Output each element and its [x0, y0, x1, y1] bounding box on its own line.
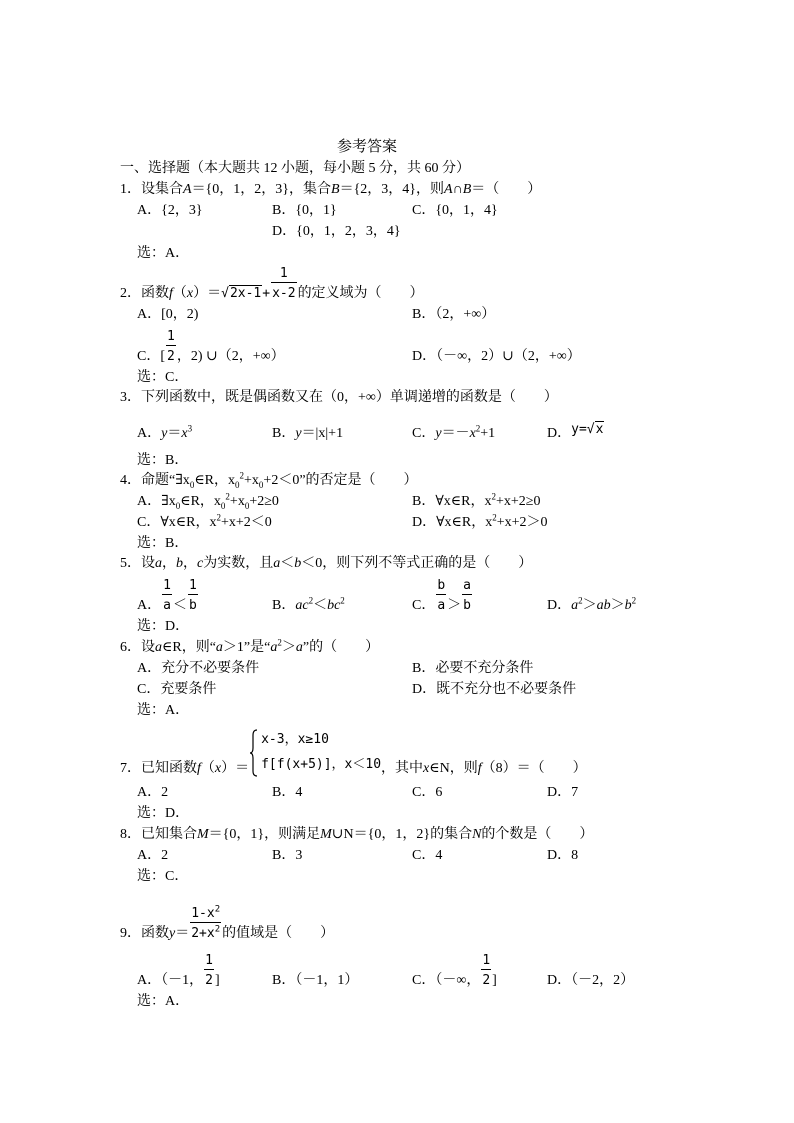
denominator: b [188, 598, 197, 613]
subscript: 0 [258, 479, 264, 490]
variable-x: x [186, 286, 194, 301]
option-text: C．[ [137, 349, 165, 364]
option-text: +1 [480, 426, 496, 441]
question-6-answer: 选：A． [137, 703, 190, 718]
numerator: 1 [205, 953, 213, 968]
stem-text: ，其中 [381, 761, 424, 776]
exponent: 2 [214, 924, 221, 935]
option-label: D． [547, 598, 572, 613]
question-5-answer: 选：D． [137, 619, 190, 634]
question-1-stem [120, 179, 541, 200]
option-label: C． [412, 598, 436, 613]
stem-text: 7．已知函数 [120, 761, 197, 776]
section-heading: 一、选择题（本大题共 12 小题，每小题 5 分，共 60 分） [120, 161, 470, 176]
stem-text: +x [244, 473, 259, 488]
option-label: C． [412, 426, 436, 441]
stem-text: ∪N＝{0，1，2}的集合 [331, 827, 473, 842]
stem-text: ”的（ ） [302, 640, 380, 655]
set-variable: N [472, 827, 482, 842]
subscript: 0 [235, 479, 240, 490]
question-3-option-c [412, 423, 495, 444]
stem-text: 5．设 [120, 556, 155, 571]
stem-text: ＝{0，1，2，3}，集合 [191, 182, 332, 197]
stem-text: ＝（ ） [471, 182, 542, 197]
stem-text: ， [162, 556, 176, 571]
denominator: 2 [167, 349, 175, 364]
question-7-option-b: B．4 [272, 785, 303, 800]
exponent: 2 [225, 491, 230, 502]
stem-text: 为实数，且 [203, 556, 274, 571]
set-variable: A [183, 182, 192, 197]
comparison-sign: ＜ [313, 598, 328, 613]
stem-text: 9．函数 [120, 926, 169, 941]
exponent: 2 [340, 595, 345, 606]
denominator [190, 923, 221, 944]
denominator: b [463, 598, 471, 613]
option-text: B．∀x∈R，x [412, 494, 492, 509]
function-name: f [169, 286, 173, 301]
numerator: 1 [163, 578, 171, 593]
question-4-option-a [137, 491, 279, 512]
stem-text: ， [183, 556, 197, 571]
question-8-answer: 选：C． [137, 869, 189, 884]
stem-text: 的值域是（ ） [222, 926, 335, 941]
fraction [481, 953, 491, 991]
question-7-option-c: C．6 [412, 785, 443, 800]
stem-text: ∈N，则 [429, 761, 478, 776]
question-2-option-b: B．（2，+∞） [412, 307, 496, 322]
subscript: 0 [220, 500, 226, 511]
set-variable: M [320, 827, 332, 842]
stem-text: （8）＝（ ） [481, 761, 587, 776]
set-variable: B [462, 182, 472, 197]
variable: a [571, 598, 579, 613]
fraction [271, 266, 296, 304]
question-2-option-d: D．（－∞，2）∪（2，+∞） [412, 349, 581, 364]
stem-text: （ [172, 286, 187, 301]
option-label: D． [547, 426, 572, 441]
radical-sign: √ [586, 422, 595, 437]
option-text: ] [214, 973, 220, 988]
option-text: C．∀x∈R，x [137, 515, 217, 530]
question-3-answer: 选：B． [137, 453, 189, 468]
exponent: 2 [475, 423, 481, 434]
numerator: a [463, 578, 471, 593]
question-5-option-b [272, 595, 345, 616]
option-text: +x+2＜0 [221, 515, 272, 530]
question-6-option-b: B．必要不充分条件 [412, 661, 534, 676]
less-than-sign: ＜ [280, 556, 295, 571]
question-9-answer: 选：A． [137, 994, 190, 1009]
fraction [166, 329, 176, 367]
question-8-option-a: A．2 [137, 848, 169, 863]
option-label: A． [137, 598, 162, 613]
denominator: 2 [205, 973, 213, 988]
exponent: 2 [214, 904, 221, 915]
stem-text: 的个数是（ ） [481, 827, 594, 842]
variable-x: x [181, 426, 188, 441]
comparison-sign: ＞ [610, 598, 625, 613]
numerator: 1 [482, 953, 491, 968]
question-9-option-c [412, 953, 497, 991]
question-3-option-b [272, 423, 343, 444]
function-name: f [477, 761, 482, 776]
question-9-option-a [137, 953, 220, 991]
variable-y: y [169, 926, 176, 941]
option-text: ＝|x|+1 [301, 426, 344, 441]
variable-x: x [423, 761, 430, 776]
denominator: x-2 [272, 286, 296, 301]
question-8-option-b: B．3 [272, 848, 303, 863]
question-2-option-c [137, 329, 285, 367]
variable: a [295, 640, 303, 655]
question-7-option-d: D．7 [547, 785, 579, 800]
question-9-option-d: D．（－2，2） [547, 973, 635, 988]
exponent: 2 [491, 491, 496, 502]
question-1-option-d: D．{0，1，2，3，4} [272, 224, 401, 239]
question-1-option-b: B．{0，1} [272, 203, 337, 218]
question-9-stem [120, 904, 335, 944]
variable-y: y [161, 426, 168, 441]
option-text: ] [492, 973, 497, 988]
numerator: 1 [167, 329, 175, 344]
variable: bc [327, 598, 341, 613]
question-7-stem [120, 732, 587, 781]
option-text: ＝－ [441, 426, 470, 441]
page-title: 参考答案 [337, 139, 398, 155]
stem-text: ）＝ [193, 286, 222, 301]
stem-text: 的定义域为（ ） [297, 286, 424, 301]
option-label: B． [272, 426, 296, 441]
variable: c [197, 556, 204, 571]
numerator: b [437, 578, 446, 593]
fraction [162, 578, 172, 616]
set-variable: A [444, 182, 453, 197]
option-text: +x+2＞0 [496, 515, 548, 530]
stem-text: ∈R，则“ [162, 640, 216, 655]
radicand: 2x-1 [229, 286, 262, 301]
exponent: 2 [216, 512, 221, 523]
exponent: 2 [308, 595, 314, 606]
question-8-stem [120, 824, 593, 845]
question-7-option-a: A．2 [137, 785, 169, 800]
variable: ab [596, 598, 611, 613]
variable: b [624, 598, 632, 613]
denominator: a [163, 598, 171, 613]
stem-text: +2＜0”的否定是（ ） [263, 473, 418, 488]
question-5-option-c [412, 578, 473, 616]
question-4-option-b [412, 491, 540, 512]
left-brace [249, 729, 259, 777]
fraction [188, 578, 198, 616]
numerator: 1 [271, 266, 296, 283]
piecewise-function [249, 727, 381, 777]
variable: ac [295, 598, 309, 613]
equals-sign: ＝ [167, 426, 182, 441]
stem-text: 8．已知集合 [120, 827, 197, 842]
option-text: A．（－1， [137, 973, 204, 988]
piecewise-cases [261, 727, 381, 777]
denominator: a [437, 598, 446, 613]
question-8-option-d: D．8 [547, 848, 579, 863]
intersection-symbol: ∩ [452, 182, 463, 197]
option-text: D．∀x∈R，x [412, 515, 493, 530]
fraction [436, 578, 446, 616]
option-label: A． [137, 426, 162, 441]
option-label: B． [272, 598, 296, 613]
question-6-stem [120, 637, 379, 658]
variable: b [294, 556, 302, 571]
variable: a [155, 556, 162, 571]
question-3-option-a [137, 423, 192, 444]
question-5-option-a [137, 578, 199, 616]
question-6-option-a: A．充分不必要条件 [137, 661, 260, 676]
radical-sign: √ [221, 286, 229, 301]
question-8-option-c: C．4 [412, 848, 443, 863]
variable-x: x [214, 761, 222, 776]
plus-sign: + [262, 286, 271, 301]
variable: b [176, 556, 183, 571]
question-1-answer: 选：A． [137, 246, 190, 261]
subscript: 0 [189, 479, 195, 490]
question-2-option-a: A．[0，2) [137, 307, 199, 322]
stem-text: ＜0，则下列不等式正确的是（ ） [301, 556, 533, 571]
square-root [221, 285, 262, 301]
variable: a [155, 640, 162, 655]
denominator-text: 2+x [191, 926, 215, 941]
set-variable: B [331, 182, 340, 197]
variable-y: y [435, 426, 442, 441]
variable: a [215, 640, 223, 655]
numerator-text: 1-x [191, 906, 215, 921]
exponent: 2 [239, 470, 245, 481]
sqrt-function [571, 422, 604, 437]
numerator: 1 [188, 578, 197, 593]
denominator: 2 [482, 973, 491, 988]
exponent: 2 [492, 512, 497, 523]
variable-x: x [469, 426, 476, 441]
exponent: 3 [187, 423, 193, 434]
question-4-option-d [412, 512, 548, 533]
option-text: y= [571, 422, 587, 437]
stem-text: 4．命题“∃x [120, 473, 190, 488]
question-4-option-c [137, 512, 272, 533]
stem-text: 6．设 [120, 640, 155, 655]
question-9-option-b: B．（－1，1） [272, 973, 359, 988]
question-4-answer: 选：B． [137, 536, 189, 551]
exponent: 2 [631, 595, 637, 606]
question-5-option-d [547, 595, 636, 616]
option-text: +x+2≥0 [496, 494, 541, 509]
stem-text: ∈R，x [194, 473, 236, 488]
variable: a [273, 556, 281, 571]
question-3-stem: 3．下列函数中，既是偶函数又在（0，+∞）单调递增的函数是（ ） [120, 390, 558, 405]
question-3-option-d [547, 423, 604, 444]
exponent: 2 [578, 595, 583, 606]
option-text: ，2) ∪（2，+∞） [176, 349, 285, 364]
question-6-option-d: D．既不充分也不必要条件 [412, 682, 577, 697]
numerator [190, 906, 221, 923]
stem-text: ＝{2，3，4}，则 [339, 182, 445, 197]
question-7-answer: 选：D． [137, 806, 190, 821]
radicand: x [595, 422, 604, 437]
case-2: f[f(x+5)]，x＜10 [261, 757, 382, 772]
equals-sign: ＝ [175, 926, 190, 941]
option-text: C．（－∞， [412, 973, 481, 988]
question-1-option-c: C．{0，1，4} [412, 203, 498, 218]
comparison-sign: ＞ [582, 598, 597, 613]
comparison-sign: ＜ [172, 598, 187, 613]
comparison-sign: ＞ [447, 598, 462, 613]
stem-text: ＝{0，1}，则满足 [208, 827, 321, 842]
question-5-stem [120, 553, 532, 574]
option-text: +x [229, 494, 245, 509]
case-1: x-3，x≥10 [261, 732, 329, 747]
stem-text: ＞1”是“ [222, 640, 271, 655]
set-variable: M [197, 827, 209, 842]
fraction [190, 906, 221, 944]
subscript: 0 [175, 500, 181, 511]
option-text: ∈R，x [180, 494, 221, 509]
exponent: 2 [277, 637, 282, 648]
fraction [204, 953, 214, 991]
stem-text: 2．函数 [120, 286, 169, 301]
question-4-stem [120, 470, 418, 491]
option-text: A．∃x [137, 494, 176, 509]
question-2-stem [120, 266, 424, 304]
question-2-answer: 选：C． [137, 370, 189, 385]
variable-y: y [295, 426, 302, 441]
option-text: +2≥0 [249, 494, 279, 509]
subscript: 0 [244, 500, 250, 511]
question-1-option-a: A．{2，3} [137, 203, 203, 218]
stem-text: ）＝ [221, 761, 250, 776]
stem-text: 1．设集合 [120, 182, 183, 197]
fraction [462, 578, 472, 616]
variable: a [270, 640, 278, 655]
function-name: f [197, 761, 201, 776]
stem-text: （ [200, 761, 215, 776]
question-6-option-c: C．充要条件 [137, 682, 217, 697]
comparison-sign: ＞ [281, 640, 296, 655]
